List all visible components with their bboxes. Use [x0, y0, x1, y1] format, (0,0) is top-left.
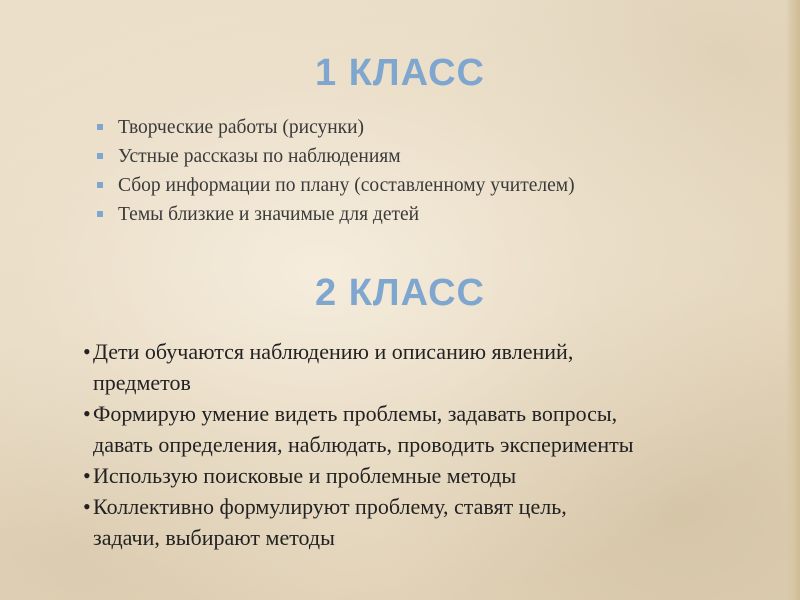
list-item: [94, 171, 575, 200]
list-item: [94, 200, 575, 229]
round-bullet-icon: •: [83, 494, 91, 519]
list-item: [83, 460, 783, 491]
list-item: [83, 398, 783, 460]
list-item-line: предметов: [93, 370, 191, 395]
section-1-list: [94, 113, 575, 229]
round-bullet-icon: •: [83, 401, 91, 426]
list-item-line: Использую поисковые и проблемные методы: [93, 463, 517, 488]
round-bullet-icon: •: [83, 339, 91, 364]
section-2-title: 2 КЛАСС: [315, 272, 485, 314]
section-1-title: 1 КЛАСС: [315, 52, 485, 94]
list-item-line: давать определения, наблюдать, проводить эксперименты: [93, 432, 634, 457]
list-item-line: Формирую умение видеть проблемы, задавать вопросы,: [93, 401, 618, 426]
list-item: [83, 491, 783, 553]
list-item: [94, 113, 575, 142]
list-item-line: Дети обучаются наблюдению и описанию явлений,: [93, 339, 574, 364]
section-2-list: [83, 336, 783, 553]
round-bullet-icon: •: [83, 463, 91, 488]
list-item: [83, 336, 783, 398]
list-item-line: задачи, выбирают методы: [93, 525, 335, 550]
list-item: [94, 142, 575, 171]
list-item-line: Коллективно формулируют проблему, ставят цель,: [93, 494, 567, 519]
square-bullet-icon: [97, 211, 103, 217]
square-bullet-icon: [97, 124, 103, 130]
square-bullet-icon: [97, 153, 103, 159]
list-item-text: Темы близкие и значимые для детей: [118, 204, 420, 225]
list-item-text: Устные рассказы по наблюдениям: [118, 146, 401, 167]
list-item-text: Творческие работы (рисунки): [118, 117, 365, 138]
square-bullet-icon: [97, 182, 103, 188]
list-item-text: Сбор информации по плану (составленному учителем): [118, 175, 575, 196]
